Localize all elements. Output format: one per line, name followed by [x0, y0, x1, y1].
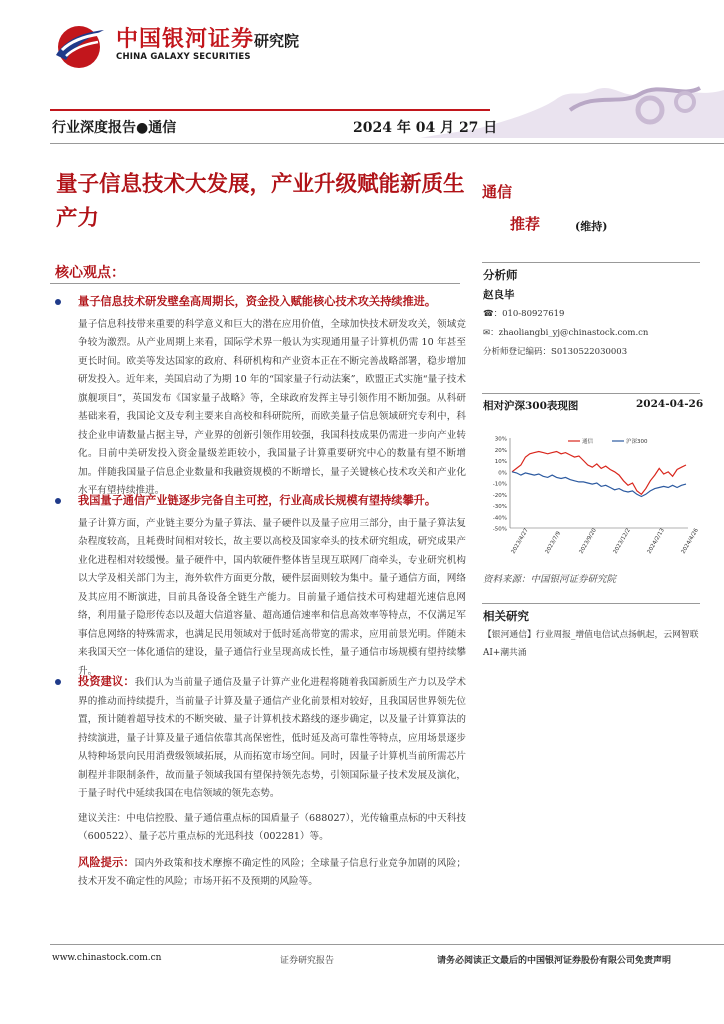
bullet-row [50, 672, 466, 804]
investment-section [50, 672, 466, 892]
analyst-registration: 分析师登记编码：S0130522030003 [483, 347, 628, 357]
analyst-heading: 分析师 [483, 268, 518, 282]
bullet-row [50, 292, 466, 312]
relative-performance-chart [482, 418, 700, 558]
chart-heading: 相对沪深300表现图 [483, 400, 579, 412]
rating-label: 推荐 [510, 215, 541, 233]
investment-label: 投资建议： [78, 674, 135, 688]
chart-y-tick-label: 20% [494, 447, 507, 454]
chart-source: 资料来源：中国银河证券研究院 [483, 574, 617, 585]
investment-body: 我们认为当前量子通信及量子计算产业化进程将随着我国新质生产力以及学术界的推动而持续提升，当前量子计算及量子通信产业化前景相对较好，且我国居世界领先位置，预计随着超导技术的不断突破、量子计算机技术路线的逐步确定，以及量子计算算法的持续演进，量子计算及量子通信依靠其高保密性，低时延及高可靠性等特点，应用场景逐步从特种场景向民用消费级领域拓展，从而拓宽市场空间。同时，因量子计算机当前所需芯片制程并非限制条件，故而量子领域我国有望保持领先态势，引领国际量子技术发展及演化，于量子时代中延续我国在电信领域的领先态势。 [78, 677, 466, 799]
risk-body: 国内外政策和技术摩擦不确定性的风险；全球量子信息行业竞争加剧的风险；技术开发不确定性的风险；市场开拓不及预期的风险等。 [78, 857, 466, 887]
bullet-body: 量子信息科技带来重要的科学意义和巨大的潜在应用价值，全球加快技术研发攻关，领域竞争较为激烈。从产业周期上来看，国际学术界一般认为实现通用量子计算机仍需 10 年甚至更长时间。欧美等发达国家的政府、科研机构和产业资本正在不断完善战略部署，稳步增加研发投入。近年来，美国启动了为期 10 年的“国家量子行动法案”，欧盟正式实施“量子技术旗舰项目”，英国发布《国家量子战略》等，全球政府发挥主导引领作用不断加强。从科研基础来看，我国论文及专利主要来自高校和科研院所，而欧美量子信息领域研究专利中，科技企业申请数量占据主导，产业界的创新引领作用较强，我国科技成果仍需进一步向产业转化。目前中美研发投入资金量级差距较小，我国量子计算重要研究中心的数量有望不断增加。伴随我国量子信息企业数量和我融资规模的不断增长，量子关键核心技术攻关和产业化水平有望持续推进。 [78, 318, 466, 496]
risk-label: 风险提示： [78, 854, 135, 869]
bullet-section-1 [50, 292, 466, 501]
chart-x-tick-label: 2023/4/27 [510, 527, 530, 555]
bullet-body: 量子计算方面，产业链主要分为量子算法、量子硬件以及量子应用三部分，由于量子算法复杂程度较高，且耗费时间相对较长，故主要以高校及国家牵头的技术研究组成，研究成果产业化进程相对较缓慢。量子硬件中，国内软硬件整体皆呈现互联网厂商牵头，专业研究机构以大学及相关部门为主，海外软件方面更分散，硬件层面则较为集中。量子通信方面，网络及其应用不断演进，目前具备设备全链生产能力。目前量子通信技术可构建超光速信息网络，利用量子隐形传态以及超大信道容量、超高通信速率和信息高效率等特点，不仅满足军事信息网络的特殊需求，也满足民用领域对于低时延高带宽的需求，应用前景光明。伴随未来我国天空一体化通信的建设，量子通信行业呈现高成长性，量子通信市场规模有望持续攀升。 [78, 517, 466, 677]
chart-rule [482, 393, 700, 394]
bullet-section-2 [50, 491, 466, 681]
chart-y-tick-label: -50% [492, 526, 507, 533]
related-heading: 相关研究 [483, 609, 529, 623]
footer-disclaimer: 请务必阅读正文最后的中国银河证券股份有限公司免责声明 [437, 956, 672, 966]
chart-y-tick-label: -30% [492, 504, 507, 510]
chart-x-tick-label: 2023/12/2 [612, 527, 632, 555]
bullet-row [50, 491, 466, 511]
chart-date: 2024-04-26 [636, 398, 704, 410]
rating-note: (维持) [575, 220, 608, 233]
report-title: 量子信息技术大发展，产业升级赋能新质生产力 [56, 172, 465, 231]
bullet-heading: 我国量子通信产业链逐步完备自主可控，行业高成长规模有望持续攀升。 [78, 493, 437, 507]
chart-y-tick-label: 30% [494, 436, 507, 443]
chart-legend-label: 沪深300 [626, 439, 648, 445]
company-name-en: CHINA GALAXY SECURITIES [116, 52, 251, 62]
related-list [483, 626, 701, 662]
focus-stocks: 建议关注：中电信控股、量子通信重点标的国盾量子（688027），光传输重点标的中天科技（600522）、量子芯片重点标的光迅科技（002281）等。 [78, 812, 466, 842]
bullet-dot-icon [55, 679, 61, 685]
footer-rule [50, 944, 724, 945]
chart-y-tick-label: -10% [492, 481, 507, 488]
bullet-dot-icon [55, 498, 61, 504]
analyst-rule [482, 262, 700, 263]
core-heading: 核心观点： [55, 265, 125, 281]
department-name: 研究院 [254, 32, 300, 50]
chart-y-tick-label: 10% [494, 459, 507, 465]
bullet-heading: 量子信息技术研发壁垒高周期长，资金投入赋能核心技术攻关持续推进。 [78, 294, 437, 308]
analyst-email[interactable]: ✉：zhaoliangbi_yj@chinastock.com.cn [483, 328, 649, 338]
core-divider [50, 283, 460, 284]
chart-legend-label: 通信 [582, 439, 594, 445]
chart-x-tick-label: 2023/7/9 [544, 530, 563, 555]
chart-x-tick-label: 2023/9/20 [578, 527, 598, 555]
report-type: 行业深度报告●通信 [52, 120, 177, 136]
analyst-name: 赵良毕 [483, 289, 515, 301]
chart-y-tick-label: 0% [498, 470, 507, 477]
analyst-phone: ☎：010-80927619 [483, 309, 565, 319]
galaxy-logo-icon [52, 20, 106, 70]
footer-center: 证券研究报告 [280, 956, 335, 966]
chart-x-tick-label: 2024/4/26 [680, 527, 700, 555]
company-name-cn: 中国银河证券 [116, 27, 255, 52]
header-rule [50, 109, 490, 111]
sector-label: 通信 [482, 183, 513, 201]
related-item[interactable]: 【银河通信】行业周报_增值电信试点扬帆起，云网智联AI+潮共涌 [483, 630, 699, 658]
header-divider [50, 143, 724, 144]
chart-series-line [512, 472, 686, 497]
bullet-dot-icon [55, 299, 61, 305]
footer-website[interactable]: www.chinastock.com.cn [52, 953, 162, 963]
related-rule [482, 603, 700, 604]
chart-y-tick-label: -40% [492, 515, 507, 522]
risk-text [50, 853, 466, 892]
chart-y-tick-label: -20% [492, 492, 507, 499]
chart-x-tick-label: 2024/2/13 [646, 527, 666, 555]
report-date: 2024 年 04 月 27 日 [353, 120, 498, 136]
